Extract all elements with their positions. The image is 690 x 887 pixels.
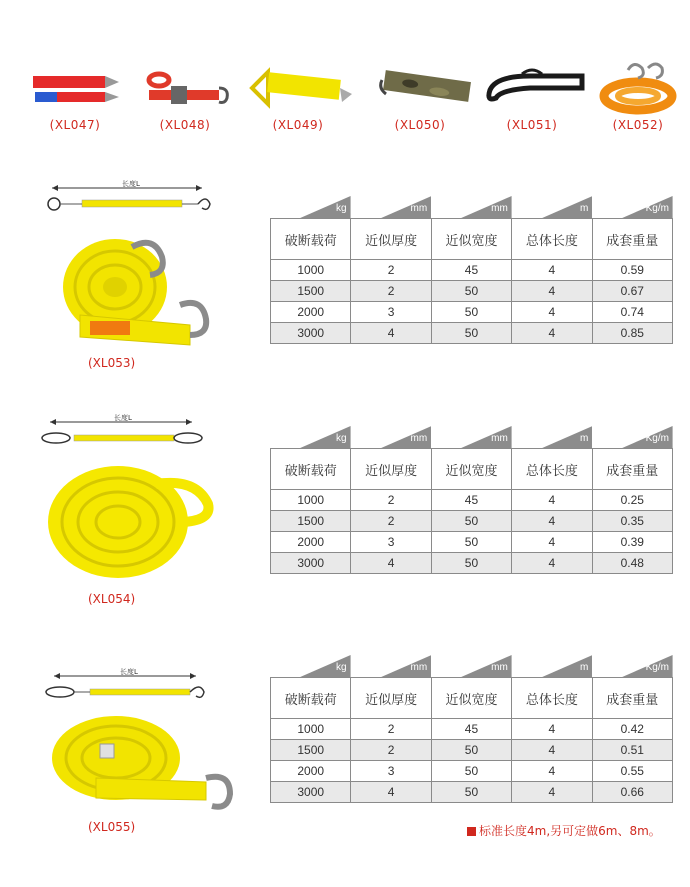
product-code: (XL053) bbox=[88, 356, 136, 370]
table-cell: 0.67 bbox=[592, 281, 672, 302]
table-cell: 3000 bbox=[271, 553, 351, 574]
table-cell: 0.35 bbox=[592, 511, 672, 532]
table-cell: 50 bbox=[431, 323, 511, 344]
table-row bbox=[271, 740, 673, 761]
table-cell: 0.51 bbox=[592, 740, 672, 761]
footnote bbox=[467, 822, 661, 839]
table-cell: 50 bbox=[431, 761, 511, 782]
product-xl049[interactable] bbox=[248, 58, 348, 148]
length-label: 长度L bbox=[120, 668, 138, 676]
table-cell: 4 bbox=[351, 782, 431, 803]
bullet-square-icon bbox=[467, 827, 476, 836]
table-cell: 4 bbox=[512, 740, 592, 761]
table-row bbox=[271, 260, 673, 281]
column-header: 近似厚度 bbox=[351, 678, 431, 719]
unit-label: m bbox=[580, 662, 589, 673]
red-ratchet-strap-icon bbox=[135, 58, 235, 118]
table-cell: 3000 bbox=[271, 323, 351, 344]
table-cell: 2000 bbox=[271, 302, 351, 323]
table-cell: 4 bbox=[512, 761, 592, 782]
spec-table-xl053 bbox=[270, 196, 673, 344]
table-cell: 4 bbox=[512, 782, 592, 803]
table-cell: 4 bbox=[512, 323, 592, 344]
table-row bbox=[271, 553, 673, 574]
column-header: 近似厚度 bbox=[351, 219, 431, 260]
table-cell: 4 bbox=[512, 260, 592, 281]
spec-table-xl055 bbox=[270, 655, 673, 803]
unit-label: Kg/m bbox=[645, 203, 669, 214]
column-header: 成套重量 bbox=[592, 219, 672, 260]
table-cell: 2 bbox=[351, 490, 431, 511]
column-header: 近似宽度 bbox=[431, 678, 511, 719]
unit-label: kg bbox=[336, 433, 347, 444]
unit-header-row bbox=[270, 655, 673, 677]
product-code: (XL050) bbox=[394, 118, 446, 132]
table-cell: 50 bbox=[431, 302, 511, 323]
column-header: 近似宽度 bbox=[431, 449, 511, 490]
table-cell: 0.25 bbox=[592, 490, 672, 511]
table-cell: 2000 bbox=[271, 761, 351, 782]
table-cell: 1500 bbox=[271, 281, 351, 302]
product-code: (XL055) bbox=[88, 820, 136, 834]
table-cell: 50 bbox=[431, 782, 511, 803]
table-cell: 4 bbox=[351, 553, 431, 574]
unit-header-row bbox=[270, 196, 673, 218]
table-cell: 2 bbox=[351, 281, 431, 302]
orange-rope-icon bbox=[588, 58, 688, 118]
table-cell: 4 bbox=[512, 281, 592, 302]
table-row bbox=[271, 782, 673, 803]
table-cell: 50 bbox=[431, 511, 511, 532]
product-code: (XL047) bbox=[49, 118, 101, 132]
table-cell: 45 bbox=[431, 719, 511, 740]
table-cell: 4 bbox=[512, 511, 592, 532]
length-label: 长度L bbox=[114, 414, 132, 422]
table-cell: 50 bbox=[431, 740, 511, 761]
table-cell: 3 bbox=[351, 532, 431, 553]
table-row bbox=[271, 511, 673, 532]
table-cell: 0.55 bbox=[592, 761, 672, 782]
table-cell: 0.59 bbox=[592, 260, 672, 281]
table-cell: 1500 bbox=[271, 511, 351, 532]
yellow-strap-coil-photo bbox=[36, 460, 226, 585]
table-cell: 0.42 bbox=[592, 719, 672, 740]
camo-strap-icon bbox=[370, 58, 480, 118]
product-xl050[interactable] bbox=[370, 58, 470, 148]
spec-table-xl054 bbox=[270, 426, 673, 574]
black-loop-strap-icon bbox=[482, 58, 592, 118]
table-cell: 1500 bbox=[271, 740, 351, 761]
unit-label: m bbox=[580, 203, 589, 214]
product-xl051[interactable] bbox=[482, 58, 582, 148]
strap-length-diagram bbox=[42, 178, 214, 218]
unit-label: mm bbox=[410, 662, 428, 673]
table-cell: 50 bbox=[431, 532, 511, 553]
unit-label: Kg/m bbox=[645, 433, 669, 444]
unit-label: mm bbox=[491, 433, 508, 444]
table-cell: 50 bbox=[431, 553, 511, 574]
table-cell: 0.39 bbox=[592, 532, 672, 553]
table-cell: 0.48 bbox=[592, 553, 672, 574]
column-header: 破断载荷 bbox=[271, 678, 351, 719]
table-cell: 2 bbox=[351, 511, 431, 532]
yellow-strap-hook-photo bbox=[40, 225, 240, 350]
product-code: (XL052) bbox=[612, 118, 664, 132]
table-cell: 3 bbox=[351, 302, 431, 323]
unit-label: mm bbox=[491, 662, 508, 673]
table-header-row bbox=[271, 449, 673, 490]
yellow-strap-hook-photo bbox=[36, 708, 236, 818]
column-header: 成套重量 bbox=[592, 449, 672, 490]
table-cell: 4 bbox=[512, 719, 592, 740]
table-cell: 4 bbox=[512, 532, 592, 553]
strap-length-diagram bbox=[36, 414, 208, 452]
column-header: 近似宽度 bbox=[431, 219, 511, 260]
table-cell: 1000 bbox=[271, 260, 351, 281]
column-header: 破断载荷 bbox=[271, 219, 351, 260]
table-row bbox=[271, 323, 673, 344]
product-code: (XL048) bbox=[159, 118, 211, 132]
table-cell: 3 bbox=[351, 761, 431, 782]
table-row bbox=[271, 532, 673, 553]
table-cell: 0.66 bbox=[592, 782, 672, 803]
table-cell: 4 bbox=[512, 553, 592, 574]
table-cell: 0.74 bbox=[592, 302, 672, 323]
yellow-triangle-strap-icon bbox=[248, 58, 358, 118]
product-xl052[interactable] bbox=[588, 58, 688, 148]
table-row bbox=[271, 490, 673, 511]
column-header: 近似厚度 bbox=[351, 449, 431, 490]
footnote-text: 标准长度4m,另可定做6m、8m。 bbox=[479, 824, 661, 838]
table-cell: 0.85 bbox=[592, 323, 672, 344]
unit-label: Kg/m bbox=[645, 662, 669, 673]
table-cell: 4 bbox=[351, 323, 431, 344]
red-blue-strap-icon bbox=[25, 58, 125, 118]
table-cell: 3000 bbox=[271, 782, 351, 803]
unit-label: kg bbox=[336, 662, 347, 673]
product-code: (XL049) bbox=[272, 118, 324, 132]
unit-label: mm bbox=[410, 433, 428, 444]
product-xl048[interactable] bbox=[135, 58, 235, 148]
table-cell: 2000 bbox=[271, 532, 351, 553]
unit-label: kg bbox=[336, 203, 347, 214]
unit-label: m bbox=[580, 433, 589, 444]
table-header-row bbox=[271, 219, 673, 260]
table-header-row bbox=[271, 678, 673, 719]
strap-length-diagram bbox=[40, 666, 212, 706]
table-cell: 2 bbox=[351, 740, 431, 761]
unit-label: mm bbox=[491, 203, 508, 214]
table-cell: 2 bbox=[351, 260, 431, 281]
table-cell: 1000 bbox=[271, 490, 351, 511]
table-cell: 1000 bbox=[271, 719, 351, 740]
table-row bbox=[271, 719, 673, 740]
table-cell: 2 bbox=[351, 719, 431, 740]
length-label: 长度L bbox=[122, 180, 140, 188]
table-cell: 4 bbox=[512, 302, 592, 323]
column-header: 破断载荷 bbox=[271, 449, 351, 490]
column-header: 总体长度 bbox=[512, 449, 592, 490]
table-cell: 45 bbox=[431, 260, 511, 281]
column-header: 总体长度 bbox=[512, 678, 592, 719]
table-row bbox=[271, 302, 673, 323]
column-header: 成套重量 bbox=[592, 678, 672, 719]
table-cell: 45 bbox=[431, 490, 511, 511]
table-cell: 50 bbox=[431, 281, 511, 302]
table-row bbox=[271, 761, 673, 782]
unit-header-row bbox=[270, 426, 673, 448]
table-cell: 4 bbox=[512, 490, 592, 511]
product-xl047[interactable] bbox=[25, 58, 125, 148]
product-code: (XL051) bbox=[506, 118, 558, 132]
unit-label: mm bbox=[410, 203, 428, 214]
table-row bbox=[271, 281, 673, 302]
product-code: (XL054) bbox=[88, 592, 136, 606]
column-header: 总体长度 bbox=[512, 219, 592, 260]
